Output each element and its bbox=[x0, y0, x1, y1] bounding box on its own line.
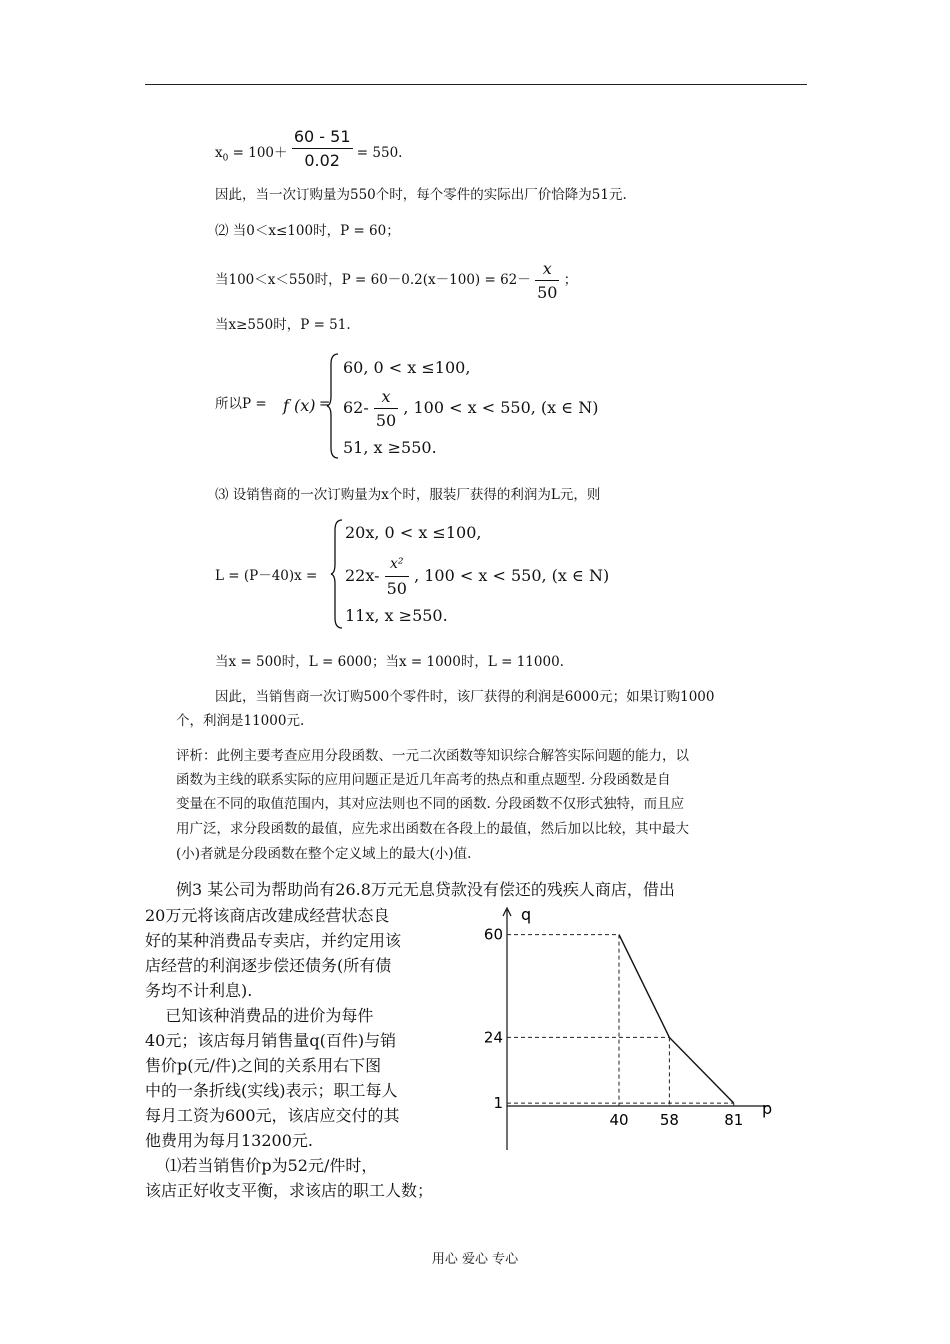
part3-line1: ⑶ 设销售商的一次订购量为x个时，服装厂获得的利润为L元，则 bbox=[215, 487, 601, 503]
part3-conclusion-2: 个，利润是11000元. bbox=[176, 713, 305, 729]
comment-line: (小)者就是分段函数在整个定义域上的最大(小)值. bbox=[176, 846, 472, 862]
piecewise-l-case2-fraction: $\frac{\text{x²}}{50}$ bbox=[386, 556, 407, 598]
comment-line: 变量在不同的取值范围内，其对应法则也不同的函数. 分段函数不仅形式独特，而且应 bbox=[176, 796, 685, 812]
piecewise-p-eq: = bbox=[319, 396, 331, 412]
x-tick-label: 40 bbox=[609, 1111, 629, 1129]
example3-line: 中的一条折线(实线)表示；职工每人 bbox=[145, 1081, 398, 1100]
piecewise-p-case3: 51, x ≥550. bbox=[343, 438, 437, 457]
example3-line: 店经营的利润逐步偿还债务(所有债 bbox=[145, 956, 392, 975]
comment-line: 函数为主线的联系实际的应用问题正是近几年高考的热点和重点题型. 分段函数是自 bbox=[176, 772, 671, 788]
x0-formula: $x_0 = 100+$ $\frac{60 - 51}{0.02}$ = 550. bbox=[215, 127, 403, 170]
piecewise-l-case2: 22x- $\frac{\text{x²}}{50}$ , 100 < x < 550, (x ∈ N) bbox=[345, 556, 610, 598]
example3-line: 好的某种消费品专卖店，并约定用该 bbox=[145, 931, 402, 950]
piecewise-p-fx: f (x) bbox=[283, 396, 316, 415]
example3-line: 他费用为每月13200元. bbox=[145, 1131, 313, 1150]
example3-line: 每月工资为600元，该店应交付的其 bbox=[145, 1106, 400, 1125]
piecewise-l-lead: L = (P－40)x = bbox=[215, 568, 318, 584]
piecewise-l-brace bbox=[330, 518, 344, 630]
x0-fraction: $\frac{60 - 51}{0.02}$ bbox=[293, 127, 351, 170]
y-axis-label: q bbox=[521, 905, 532, 924]
conclusion-line: 因此，当一次订购量为550个时，每个零件的实际出厂价恰降为51元. bbox=[215, 187, 627, 203]
part2-line2: 当100＜x＜550时，P = 60－0.2(x－100) = 62－ $\frac{x}{50}$ ； bbox=[215, 259, 578, 302]
part2-line1: ⑵ 当0＜x≤100时，P = 60； bbox=[215, 223, 400, 239]
footer: 用心 爱心 专心 bbox=[431, 1252, 519, 1267]
piecewise-p-brace bbox=[326, 352, 340, 460]
piecewise-l-case3: 11x, x ≥550. bbox=[345, 606, 448, 625]
piecewise-l-case1: 20x, 0 < x ≤100, bbox=[345, 523, 482, 542]
example3-line: 售价p(元/件)之间的关系用右下图 bbox=[145, 1056, 382, 1075]
part3-conclusion-1: 因此，当销售商一次订购500个零件时，该厂获得的利润是6000元；如果订购1000 bbox=[215, 689, 715, 705]
part3-values: 当x = 500时，L = 6000；当x = 1000时，L = 11000. bbox=[215, 654, 564, 670]
example3-line: 例3 某公司为帮助尚有26.8万元无息贷款没有偿还的残疾人商店，借出 bbox=[176, 880, 675, 899]
piecewise-p-case1: 60, 0 < x ≤100, bbox=[343, 358, 471, 377]
price-quantity-chart bbox=[478, 900, 788, 1158]
example3-line: 20万元将该商店改建成经营状态良 bbox=[145, 906, 390, 925]
x-tick-label: 81 bbox=[724, 1111, 744, 1129]
x-tick-label: 58 bbox=[659, 1111, 679, 1129]
example3-line: 该店正好收支平衡，求该店的职工人数； bbox=[145, 1181, 434, 1200]
piecewise-p-lead: 所以P = bbox=[215, 396, 267, 412]
y-tick-label: 24 bbox=[483, 1028, 503, 1047]
piecewise-p-case2: 62- $\frac{x}{50}$ , 100 < x < 550, (x ∈ N) bbox=[343, 387, 599, 430]
y-tick-label: 1 bbox=[493, 1094, 503, 1113]
comment-line: 评析：此例主要考查应用分段函数、一元二次函数等知识综合解答实际问题的能力，以 bbox=[176, 748, 689, 764]
example3-line: 40元；该店每月销售量q(百件)与销 bbox=[145, 1031, 397, 1050]
part2-line3: 当x≥550时，P = 51. bbox=[215, 317, 351, 333]
example3-line: ⑴若当销售价p为52元/件时， bbox=[145, 1156, 378, 1175]
y-tick-label: 60 bbox=[483, 925, 503, 944]
header-rule bbox=[145, 84, 807, 85]
example3-line: 务均不计利息). bbox=[145, 981, 253, 1000]
x-axis-label: p bbox=[762, 1099, 773, 1118]
series-line bbox=[619, 935, 734, 1104]
comment-line: 用广泛，求分段函数的最值，应先求出函数在各段上的最值，然后加以比较，其中最大 bbox=[176, 821, 689, 837]
piecewise-p-case2-fraction: $\frac{x}{50}$ bbox=[375, 387, 397, 430]
example3-line: 已知该种消费品的进价为每件 bbox=[145, 1006, 374, 1025]
part2-line2-fraction: $\frac{x}{50}$ bbox=[537, 259, 558, 302]
